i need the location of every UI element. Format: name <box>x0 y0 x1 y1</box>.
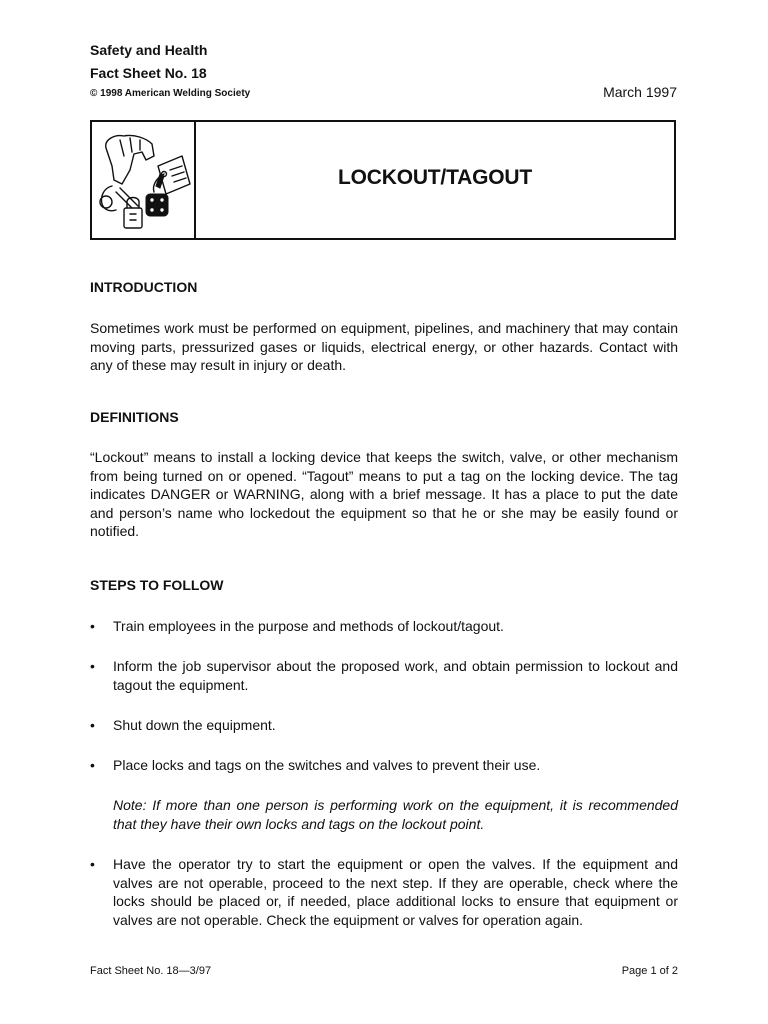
icon-cell <box>92 122 196 238</box>
footer-page-number: Page 1 of 2 <box>621 965 678 977</box>
footer-sheet-id: Fact Sheet No. 18—3/97 <box>90 965 212 977</box>
list-item <box>90 657 678 694</box>
bullet-marker: • <box>90 856 95 872</box>
list-item <box>90 617 678 636</box>
bullet-marker: • <box>90 757 95 773</box>
list-item-text: Have the operator try to start the equipment or open the valves. If the equipment and valves are not operable, proceed to the next step. If they are operable, check where the locks should be placed or, if needed, place additional locks to ensure that equipment or valves are not operable. Check the equipment or valves for operation again. <box>113 856 678 928</box>
title-box <box>90 120 676 240</box>
steps-heading: STEPS TO FOLLOW <box>90 577 224 593</box>
publication-date: March 1997 <box>603 84 677 100</box>
bullet-marker: • <box>90 717 95 733</box>
bullet-marker: • <box>90 618 95 634</box>
definitions-text: “Lockout” means to install a locking device that keeps the switch, valve, or other mechanism from being turned on or opened. “Tagout” means to put a tag on the locking device. The tag indicates DANGER or WARNING, along with a brief message. It has a place to put the date and person’s name who lockedout the equipment so that he or she may be easily found or notified. <box>90 449 678 540</box>
list-item <box>90 716 678 735</box>
list-item-text: Shut down the equipment. <box>113 717 276 733</box>
page-title: LOCKOUT/TAGOUT <box>338 166 532 189</box>
introduction-heading: INTRODUCTION <box>90 279 198 295</box>
copyright: © 1998 American Welding Society <box>90 88 251 99</box>
introduction-text: Sometimes work must be performed on equipment, pipelines, and machinery that may contain moving parts, pressurized gases or liquids, electrical energy, or other hazards. Contact with any of these may result in injury or death. <box>90 320 678 374</box>
step-note: Note: If more than one person is performing work on the equipment, it is recommended that they have their own locks and tags on the lockout point. <box>113 797 678 832</box>
list-item <box>90 756 678 775</box>
list-item-text: Place locks and tags on the switches and valves to prevent their use. <box>113 757 541 773</box>
list-item-text: Inform the job supervisor about the proposed work, and obtain permission to lockout and tagout the equipment. <box>113 658 678 693</box>
definitions-heading: DEFINITIONS <box>90 409 179 425</box>
list-item <box>90 855 678 929</box>
list-item-text: Train employees in the purpose and methods of lockout/tagout. <box>113 618 504 634</box>
lockout-tagout-icon <box>94 126 192 236</box>
header-title: Safety and Health <box>90 42 208 58</box>
fact-sheet-number: Fact Sheet No. 18 <box>90 65 207 81</box>
bullet-marker: • <box>90 658 95 674</box>
